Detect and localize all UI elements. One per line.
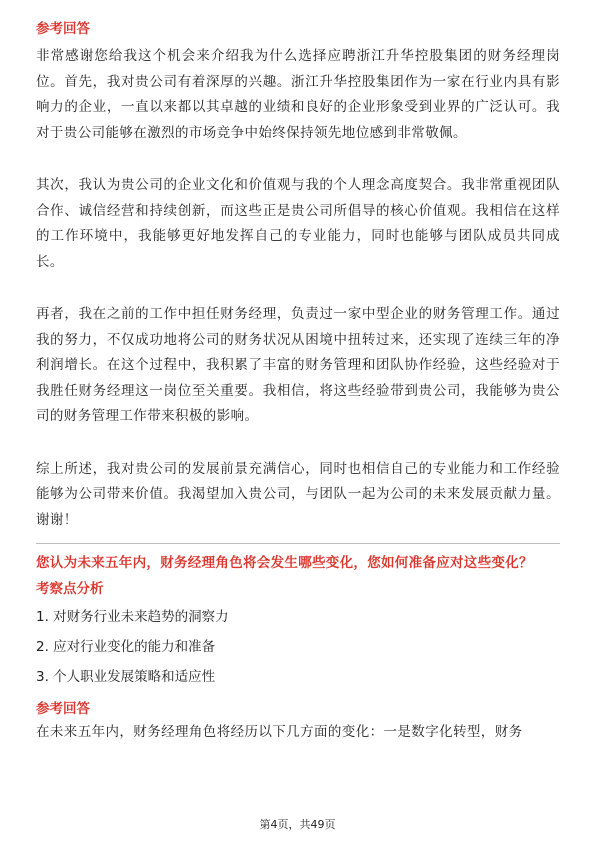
analysis-point-2: 2. 应对行业变化的能力和准备 bbox=[36, 639, 216, 655]
analysis-heading: 考察点分析 bbox=[36, 581, 104, 597]
reference-answer-heading: 参考回答 bbox=[36, 21, 90, 37]
answer-start-paragraph: 在未来五年内，财务经理角色将经历以下几方面的变化：一是数字化转型，财务 bbox=[36, 724, 523, 740]
answer-paragraph-4: 综上所述，我对贵公司的发展前景充满信心，同时也相信自己的专业能力和工作经验能够为公司带来价值。我渴望加入贵公司，与团队一起为公司的未来发展贡献力量。谢谢！ bbox=[36, 460, 560, 528]
analysis-point-3: 3. 个人职业发展策略和适应性 bbox=[36, 669, 216, 685]
reference-answer-heading-2: 参考回答 bbox=[36, 701, 90, 717]
page-number-footer: 第4页，共49页 bbox=[259, 818, 336, 831]
answer-paragraph-1: 非常感谢您给我这个机会来介绍我为什么选择应聘浙江升华控股集团的财务经理岗位。首先，我对贵公司有着深厚的兴趣。浙江升华控股集团作为一家在行业内具有影响力的企业，一直以来都以其卓越的业绩和良好的企业形象受到业界的广泛认可。我对于贵公司能够在激烈的市场竞争中始终保持领先地位感到非常敬佩。 bbox=[36, 48, 560, 141]
answer-paragraph-2: 其次，我认为贵公司的企业文化和价值观与我的个人理念高度契合。我非常重视团队合作、诚信经营和持续创新，而这些正是贵公司所倡导的核心价值观。我相信在这样的工作环境中，我能够更好地发挥自己的专业能力，同时也能够与团队成员共同成长。 bbox=[36, 177, 560, 270]
analysis-point-1: 1. 对财务行业未来趋势的洞察力 bbox=[36, 609, 229, 625]
interview-question: 您认为未来五年内，财务经理角色将会发生哪些变化，您如何准备应对这些变化？ bbox=[36, 555, 533, 571]
answer-paragraph-3: 再者，我在之前的工作中担任财务经理，负责过一家中型企业的财务管理工作。通过我的努力，不仅成功地将公司的财务状况从困境中扭转过来，还实现了连续三年的净利润增长。在这个过程中，我积累了丰富的财务管理和团队协作经验，这些经验对于我胜任财务经理这一岗位至关重要。我相信，将这些经验带到贵公司，我能够为贵公司的财务管理工作带来积极的影响。 bbox=[36, 306, 560, 424]
section-divider bbox=[36, 543, 560, 544]
document-page bbox=[36, 18, 560, 746]
